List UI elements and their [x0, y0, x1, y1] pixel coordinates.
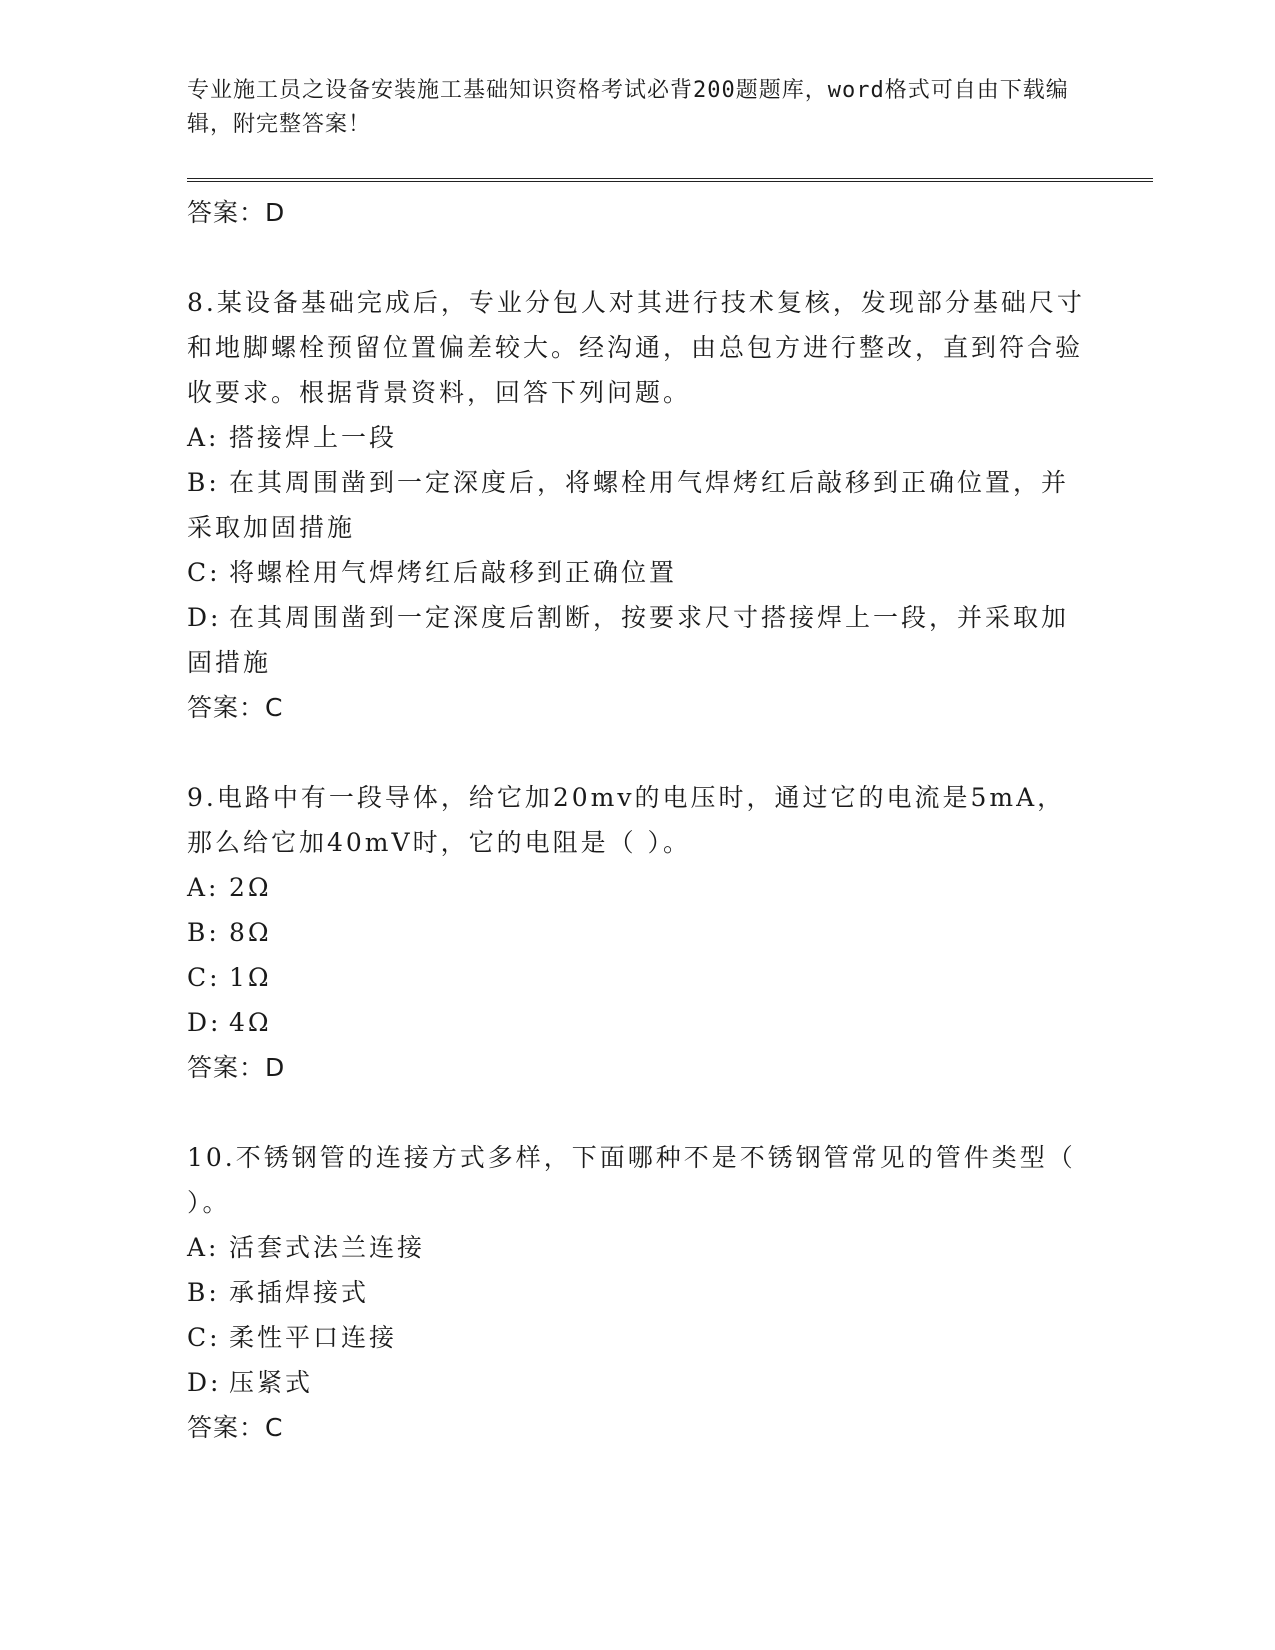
option-key: B: — [187, 1278, 220, 1307]
option-c — [187, 1315, 1087, 1360]
option-c — [187, 550, 1087, 595]
option-text: 活套式法兰连接 — [229, 1233, 426, 1262]
option-key: D: — [187, 1008, 222, 1037]
option-b — [187, 460, 1087, 550]
question-10 — [187, 1135, 1087, 1450]
option-text: 在其周围凿到一定深度后割断，按要求尺寸搭接焊上一段，并采取加固措施 — [187, 603, 1070, 677]
question-text: 8.某设备基础完成后，专业分包人对其进行技术复核，发现部分基础尺寸和地脚螺栓预留位置偏差较大。经沟通，由总包方进行整改，直到符合验收要求。根据背景资料，回答下列问题。 — [187, 288, 1085, 407]
option-a — [187, 1225, 1087, 1270]
option-text: 压紧式 — [229, 1368, 314, 1397]
option-c — [187, 955, 1087, 1000]
question-8 — [187, 280, 1087, 730]
option-key: B: — [187, 468, 220, 497]
option-text: 将螺栓用气焊烤红后敲移到正确位置 — [229, 558, 678, 587]
option-a — [187, 415, 1087, 460]
option-d — [187, 595, 1087, 685]
option-key: C: — [187, 1323, 221, 1352]
option-key: D: — [187, 603, 222, 632]
option-text: 4Ω — [229, 1008, 272, 1037]
option-d — [187, 1360, 1087, 1405]
option-key: A: — [187, 1233, 220, 1262]
option-d — [187, 1000, 1087, 1045]
option-a — [187, 865, 1087, 910]
question-9 — [187, 775, 1087, 1090]
option-text: 1Ω — [229, 963, 272, 992]
document-body — [187, 190, 1087, 1450]
option-text: 2Ω — [229, 873, 272, 902]
option-key: A: — [187, 423, 220, 452]
option-text: 在其周围凿到一定深度后，将螺栓用气焊烤红后敲移到正确位置，并采取加固措施 — [187, 468, 1070, 542]
option-text: 柔性平口连接 — [229, 1323, 398, 1352]
answer-line: 答案：C — [187, 693, 284, 722]
option-key: B: — [187, 918, 220, 947]
option-key: A: — [187, 873, 220, 902]
header-rule — [187, 178, 1153, 182]
option-text: 搭接焊上一段 — [229, 423, 398, 452]
option-text: 承插焊接式 — [229, 1278, 370, 1307]
option-key: C: — [187, 963, 221, 992]
option-b — [187, 1270, 1087, 1315]
option-b — [187, 910, 1087, 955]
question-text: 10.不锈钢管的连接方式多样，下面哪种不是不锈钢管常见的管件类型（ ）。 — [187, 1143, 1076, 1217]
answer-line: 答案：D — [187, 198, 286, 227]
option-key: C: — [187, 558, 221, 587]
option-key: D: — [187, 1368, 222, 1397]
question-text: 9.电路中有一段导体，给它加20mv的电压时，通过它的电流是5mA，那么给它加40mV时，它的电阻是（ ）。 — [187, 783, 1066, 857]
answer-line: 答案：C — [187, 1413, 284, 1442]
option-text: 8Ω — [229, 918, 272, 947]
page-header: 专业施工员之设备安装施工基础知识资格考试必背200题题库，word格式可自由下载编辑，附完整答案！ — [187, 78, 1069, 137]
answer-line: 答案：D — [187, 1053, 286, 1082]
